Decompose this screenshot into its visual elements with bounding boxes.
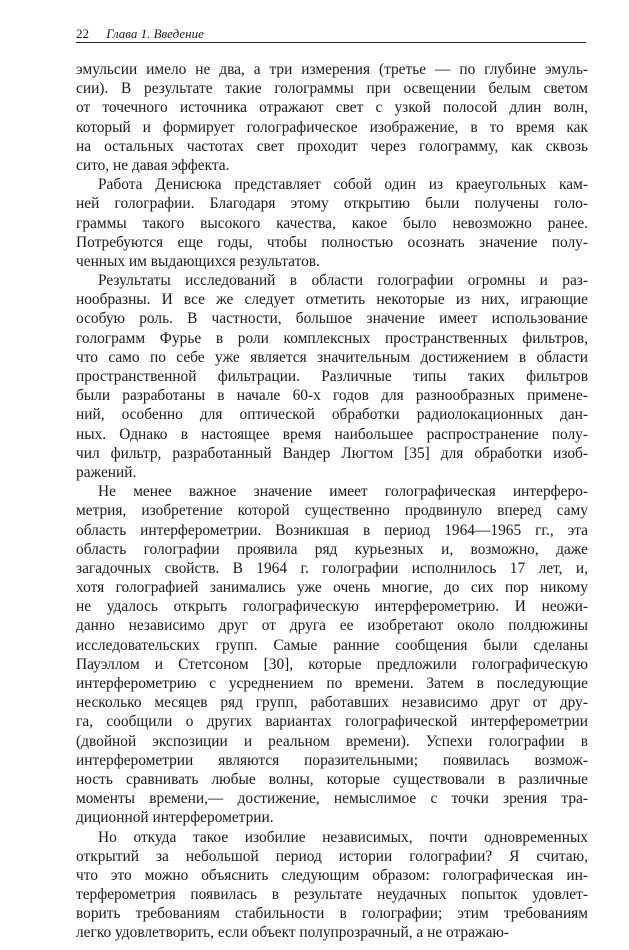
text-line: нообразны. И все же следует отметить некоторые из них, играющие bbox=[76, 291, 588, 309]
text-line: голограмм Фурье в роли комплексных пространственных фильтров, bbox=[76, 329, 588, 347]
text-line: что само по себе уже является значительным достижением в области bbox=[76, 348, 588, 366]
paragraph bbox=[76, 828, 588, 943]
text-line: чил фильтр, разработанный Вандер Люгтом [35] для обработки изоб- bbox=[76, 444, 588, 462]
text-line: ворить требованиям стабильности в голографии; этим требованиям bbox=[76, 905, 588, 923]
paragraph bbox=[76, 271, 588, 482]
body-text bbox=[76, 60, 588, 943]
text-line: ченных им выдающихся результатов. bbox=[76, 252, 320, 270]
text-line: Не менее важное значение имеет голографическая интерферо- bbox=[98, 483, 588, 501]
paragraph bbox=[76, 482, 588, 827]
text-line: открытий за небольшой период истории голографии? Я считаю, bbox=[76, 847, 588, 865]
chapter-title: Глава 1. Введение bbox=[106, 26, 204, 41]
text-line: ний, особенно для оптической обработки радиолокационных дан- bbox=[76, 406, 588, 424]
text-line: метрия, изобретение которой существенно продвинуло вперед саму bbox=[76, 502, 588, 520]
text-line: интерферометрию с усреднением по времени. Затем в последующие bbox=[76, 675, 588, 692]
text-line: несколько месяцев ряд групп, работавших независимо друг от дру- bbox=[76, 694, 588, 712]
text-line: Но откуда такое изобилие независимых, почти одновременных bbox=[98, 828, 588, 846]
text-line: га, сообщили о других вариантах голографической интерферометрии bbox=[76, 713, 588, 731]
text-line: Потребуются еще годы, чтобы полностью осознать значение полу- bbox=[76, 233, 588, 251]
text-line: были разработаны в начале 60-х годов для разнообразных примене- bbox=[76, 387, 588, 405]
text-line: Результаты исследований в области голографии огромны и раз- bbox=[98, 272, 588, 290]
text-line: сии). В результате такие голограммы при освещении белым светом bbox=[76, 80, 588, 98]
text-line: особую роль. В частности, большое значение имеет использование bbox=[76, 310, 588, 328]
text-line: хотя голографией занимались уже очень многие, до сих пор никому bbox=[76, 579, 588, 597]
text-line: Пауэллом и Стетсоном [30], которые предложили голографическую bbox=[76, 655, 588, 673]
text-line: ражений. bbox=[76, 463, 137, 481]
text-line: диционной интерферометрии. bbox=[76, 809, 274, 827]
text-line: легко удовлетворить, если объект полупрозрачный, а не отражаю- bbox=[76, 924, 510, 942]
text-line: пространственной фильтрации. Различные типы таких фильтров bbox=[76, 368, 588, 385]
text-line: исследовательских групп. Самые ранние сообщения были сделаны bbox=[76, 636, 588, 654]
text-line: ность сравнивать любые волны, которые существовали в различные bbox=[76, 770, 588, 788]
text-line: моменты времени,— достижение, немыслимое с точки зрения тра- bbox=[76, 790, 588, 808]
running-header bbox=[76, 26, 586, 43]
text-line: интерферометрии являются поразительными; появилась возмож- bbox=[76, 751, 588, 769]
text-line: ных. Однако в настоящее время наибольшее распространение полу- bbox=[76, 425, 588, 443]
text-line: область интерферометрии. Возникшая в период 1964—1965 гг., эта bbox=[76, 521, 588, 539]
paragraph bbox=[76, 60, 588, 175]
text-line: область голографии проявила ряд курьезных и, возможно, даже bbox=[76, 540, 588, 558]
text-line: граммы такого высокого качества, какое было невозможно ранее. bbox=[76, 214, 588, 232]
text-line: ней голографии. Благодаря этому открытию были получены голо- bbox=[76, 195, 588, 213]
text-line: не удалось открыть голографическую интерферометрию. И неожи- bbox=[76, 598, 588, 616]
paragraph bbox=[76, 175, 588, 271]
text-line: на остальных частотах свет проходит через голограмму, как сквозь bbox=[76, 137, 588, 155]
text-line: от точечного источника отражают свет с узкой полосой длин волн, bbox=[76, 99, 588, 117]
text-line: Работа Денисюка представляет собой один из краеугольных кам- bbox=[98, 176, 588, 194]
text-line: (двойной экспозиции и реальном времени). Успехи голографии в bbox=[76, 732, 588, 750]
page-number: 22 bbox=[76, 26, 89, 41]
text-line: данно независимо друг от друга ее изобретают около полдюжины bbox=[76, 617, 588, 635]
text-line: загадочных свойств. В 1964 г. голографии исполнилось 17 лет, и, bbox=[76, 559, 588, 577]
text-line: который и формирует голографическое изображение, в то время как bbox=[76, 118, 588, 136]
text-line: что это можно объяснить следующим образом: голографическая ин- bbox=[76, 866, 588, 884]
text-line: сито, не давая эффекта. bbox=[76, 156, 230, 174]
text-line: терферометрия появилась в результате неудачных попыток удовлет- bbox=[76, 886, 588, 904]
text-line: эмульсии имело не два, а три измерения (третье — по глубине эмуль- bbox=[76, 61, 588, 78]
